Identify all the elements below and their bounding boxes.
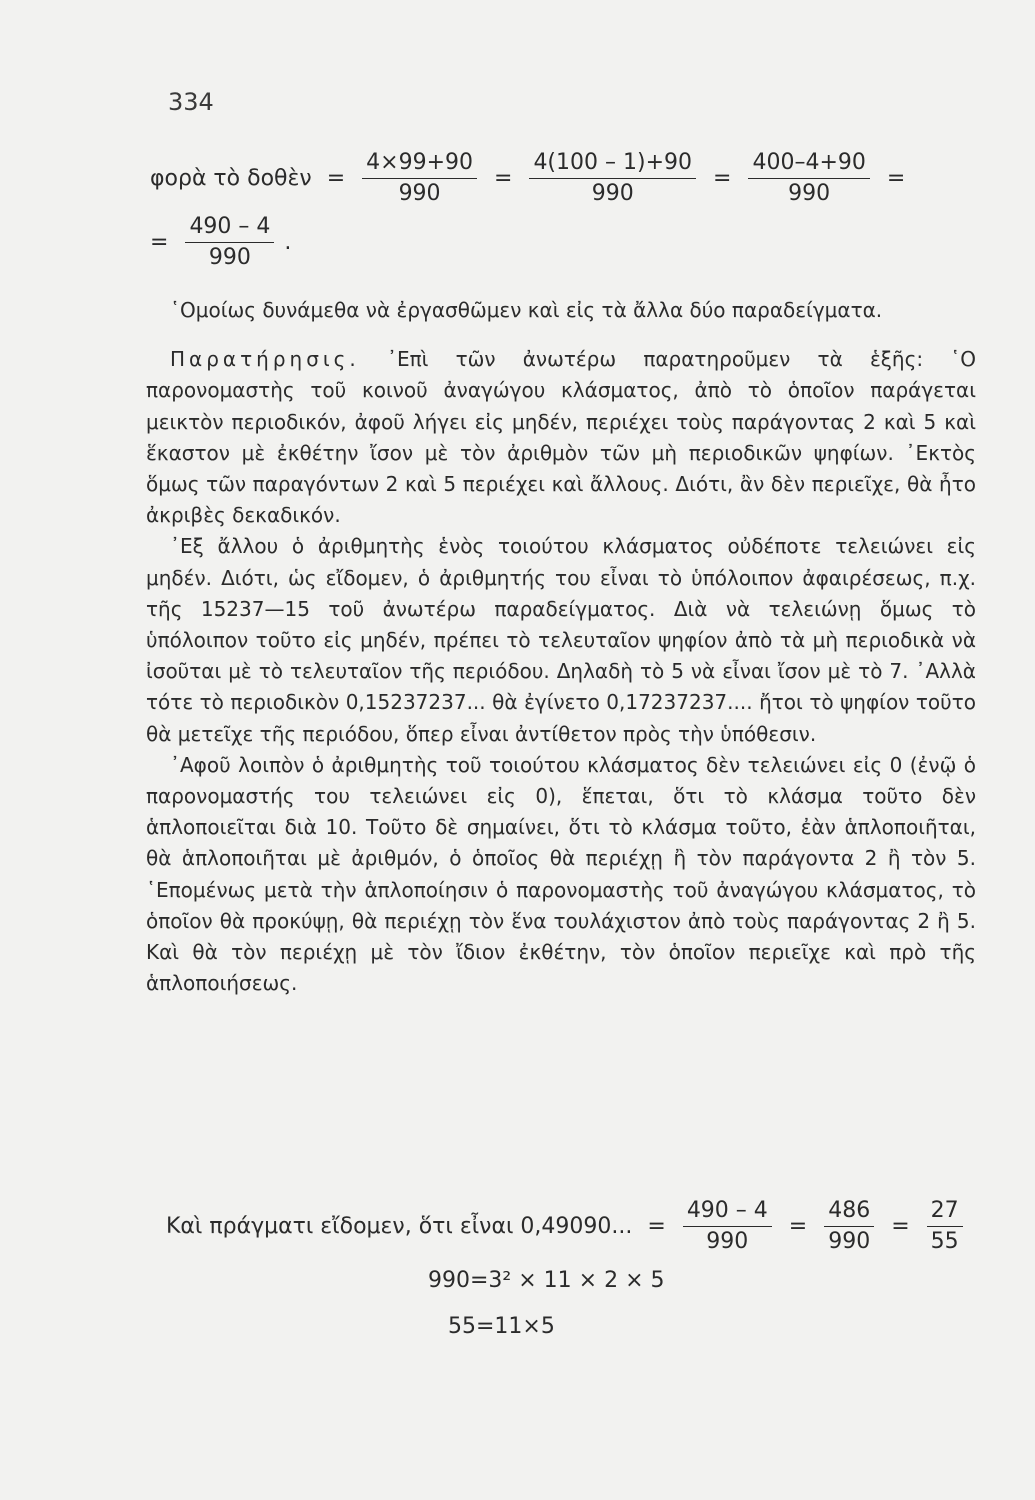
numerator: 490 – 4: [185, 212, 274, 243]
denominator: 990: [398, 181, 441, 206]
fraction: [362, 148, 477, 209]
numerator: 490 – 4: [683, 1196, 772, 1227]
remark-heading: Παρατήρησις.: [170, 347, 360, 372]
denominator: 990: [208, 245, 251, 270]
denominator: 990: [828, 1229, 871, 1254]
numerator: 4(100 – 1)+90: [529, 148, 696, 179]
equals-sign: =: [647, 1214, 666, 1239]
body-text: [146, 295, 976, 999]
equals-sign: =: [886, 166, 906, 191]
equals-sign: =: [494, 166, 513, 191]
fraction: [824, 1196, 874, 1257]
paragraph: ᾿Εξ ἄλλου ὁ ἀριθμητὴς ἑνὸς τοιούτου κλάσματος οὐδέποτε τελειώνει εἰς μηδέν. Διότι, ὡς εἴδομεν, ὁ ἀριθμητής του εἶναι τὸ ὑπόλοιπον ἀφαιρέσεως, π.χ. τῆς 15237—15 τοῦ ἀνωτέρω παραδείγματος. Διὰ νὰ τελειώνῃ ὅμως τὸ ὑπόλοιπον τοῦτο εἰς μηδέν, πρέπει τὸ τελευταῖον ψηφίον ἀπὸ τὰ μὴ περιοδικὰ νὰ ἰσοῦται μὲ τὸ τελευταῖον τῆς περιόδου. Δηλαδὴ τὸ 5 νὰ εἶναι ἴσον μὲ τὸ 7. ᾿Αλλὰ τότε τὸ περιοδικὸν 0,15237237... θὰ ἐγίνετο 0,17237237.... ἤτοι τὸ ψηφίον τοῦτο θὰ μετεῖχε τῆς περιόδου, ὅπερ εἶναι ἀντίθετον πρὸς τὴν ὑπόθεσιν.: [146, 534, 976, 746]
fraction: [683, 1196, 772, 1257]
equals-sign: =: [788, 1214, 808, 1239]
equation-line-top: [146, 148, 909, 209]
paragraph-text: ᾿Επὶ τῶν ἀνωτέρω παρατηροῦμεν τὰ ἑξῆς: ῾Ο παρονομαστὴς τοῦ κοινοῦ ἀναγώγου κλάσματος, ἀπὸ τὸ ὁποῖον παράγεται μεικτὸν περιοδικόν, ἀφοῦ λήγει εἰς μηδέν, περιέχει τοὺς παράγοντας 2 καὶ 5 καὶ ἕκαστον μὲ ἐκθέτην ἴσον μὲ τὸν ἀριθμὸν τῶν μὴ περιοδικῶν ψηφίων. ᾿Εκτὸς ὅμως τῶν παραγόντων 2 καὶ 5 περιέχει καὶ ἄλλους. Διότι, ἂν δὲν περιεῖχε, θὰ ἦτο ἀκριβὲς δεκαδικόν.: [146, 347, 977, 528]
paragraph: ῾Ομοίως δυνάμεθα νὰ ἐργασθῶμεν καὶ εἰς τὰ ἄλλα δύο παραδείγματα.: [170, 298, 883, 322]
period: .: [284, 230, 292, 255]
fraction: [185, 212, 274, 273]
numerator: 27: [927, 1196, 963, 1227]
factorization-line: 990=3² × 11 × 2 × 5: [428, 1268, 665, 1293]
numerator: 400–4+90: [748, 148, 869, 179]
numerator: 4×99+90: [362, 148, 477, 179]
equation-prefix: φορὰ τὸ δοθὲν: [150, 166, 312, 191]
equals-sign: =: [150, 230, 169, 255]
equation-prefix: Καὶ πράγματι εἴδομεν, ὅτι εἶναι 0,49090...: [166, 1214, 633, 1239]
fraction: [748, 148, 869, 209]
paragraph: [146, 344, 976, 531]
denominator: 990: [788, 181, 831, 206]
denominator: 990: [706, 1229, 749, 1254]
factorization-line: 55=11×5: [448, 1314, 555, 1339]
numerator: 486: [824, 1196, 874, 1227]
fraction: [529, 148, 696, 209]
fraction: [927, 1196, 963, 1257]
equals-sign: =: [891, 1214, 910, 1239]
equation-line-bottom: [162, 1196, 969, 1257]
equation-line-top-continued: [146, 212, 295, 273]
denominator: 55: [930, 1229, 959, 1254]
paragraph: ᾿Αφοῦ λοιπὸν ὁ ἀριθμητὴς τοῦ τοιούτου κλάσματος δὲν τελειώνει εἰς 0 (ἐνῷ ὁ παρονομαστής του τελειώνει εἰς 0), ἕπεται, ὅτι τὸ κλάσμα τοῦτο δὲν ἁπλοποιεῖται διὰ 10. Τοῦτο δὲ σημαίνει, ὅτι τὸ κλάσμα τοῦτο, ἐὰν ἁπλοποιῆται, θὰ ἁπλοποιῆται μὲ ἀριθμόν, ὁ ὁποῖος θὰ περιέχῃ ἢ τὸν παράγοντα 2 ἢ τὸν 5. ῾Επομένως μετὰ τὴν ἁπλοποίησιν ὁ παρονομαστὴς τοῦ ἀναγώγου κλάσματος, τὸ ὁποῖον θὰ προκύψῃ, θὰ περιέχῃ τὸν ἕνα τουλάχιστον ἀπὸ τοὺς παράγοντας 2 ἢ 5. Καὶ θὰ τὸν περιέχῃ μὲ τὸν ἴδιον ἐκθέτην, τὸν ὁποῖον περιεῖχε καὶ πρὸ τῆς ἁπλοποιήσεως.: [146, 752, 976, 996]
page-number: 334: [168, 88, 214, 116]
denominator: 990: [591, 181, 634, 206]
equals-sign: =: [326, 166, 346, 191]
equals-sign: =: [713, 166, 732, 191]
